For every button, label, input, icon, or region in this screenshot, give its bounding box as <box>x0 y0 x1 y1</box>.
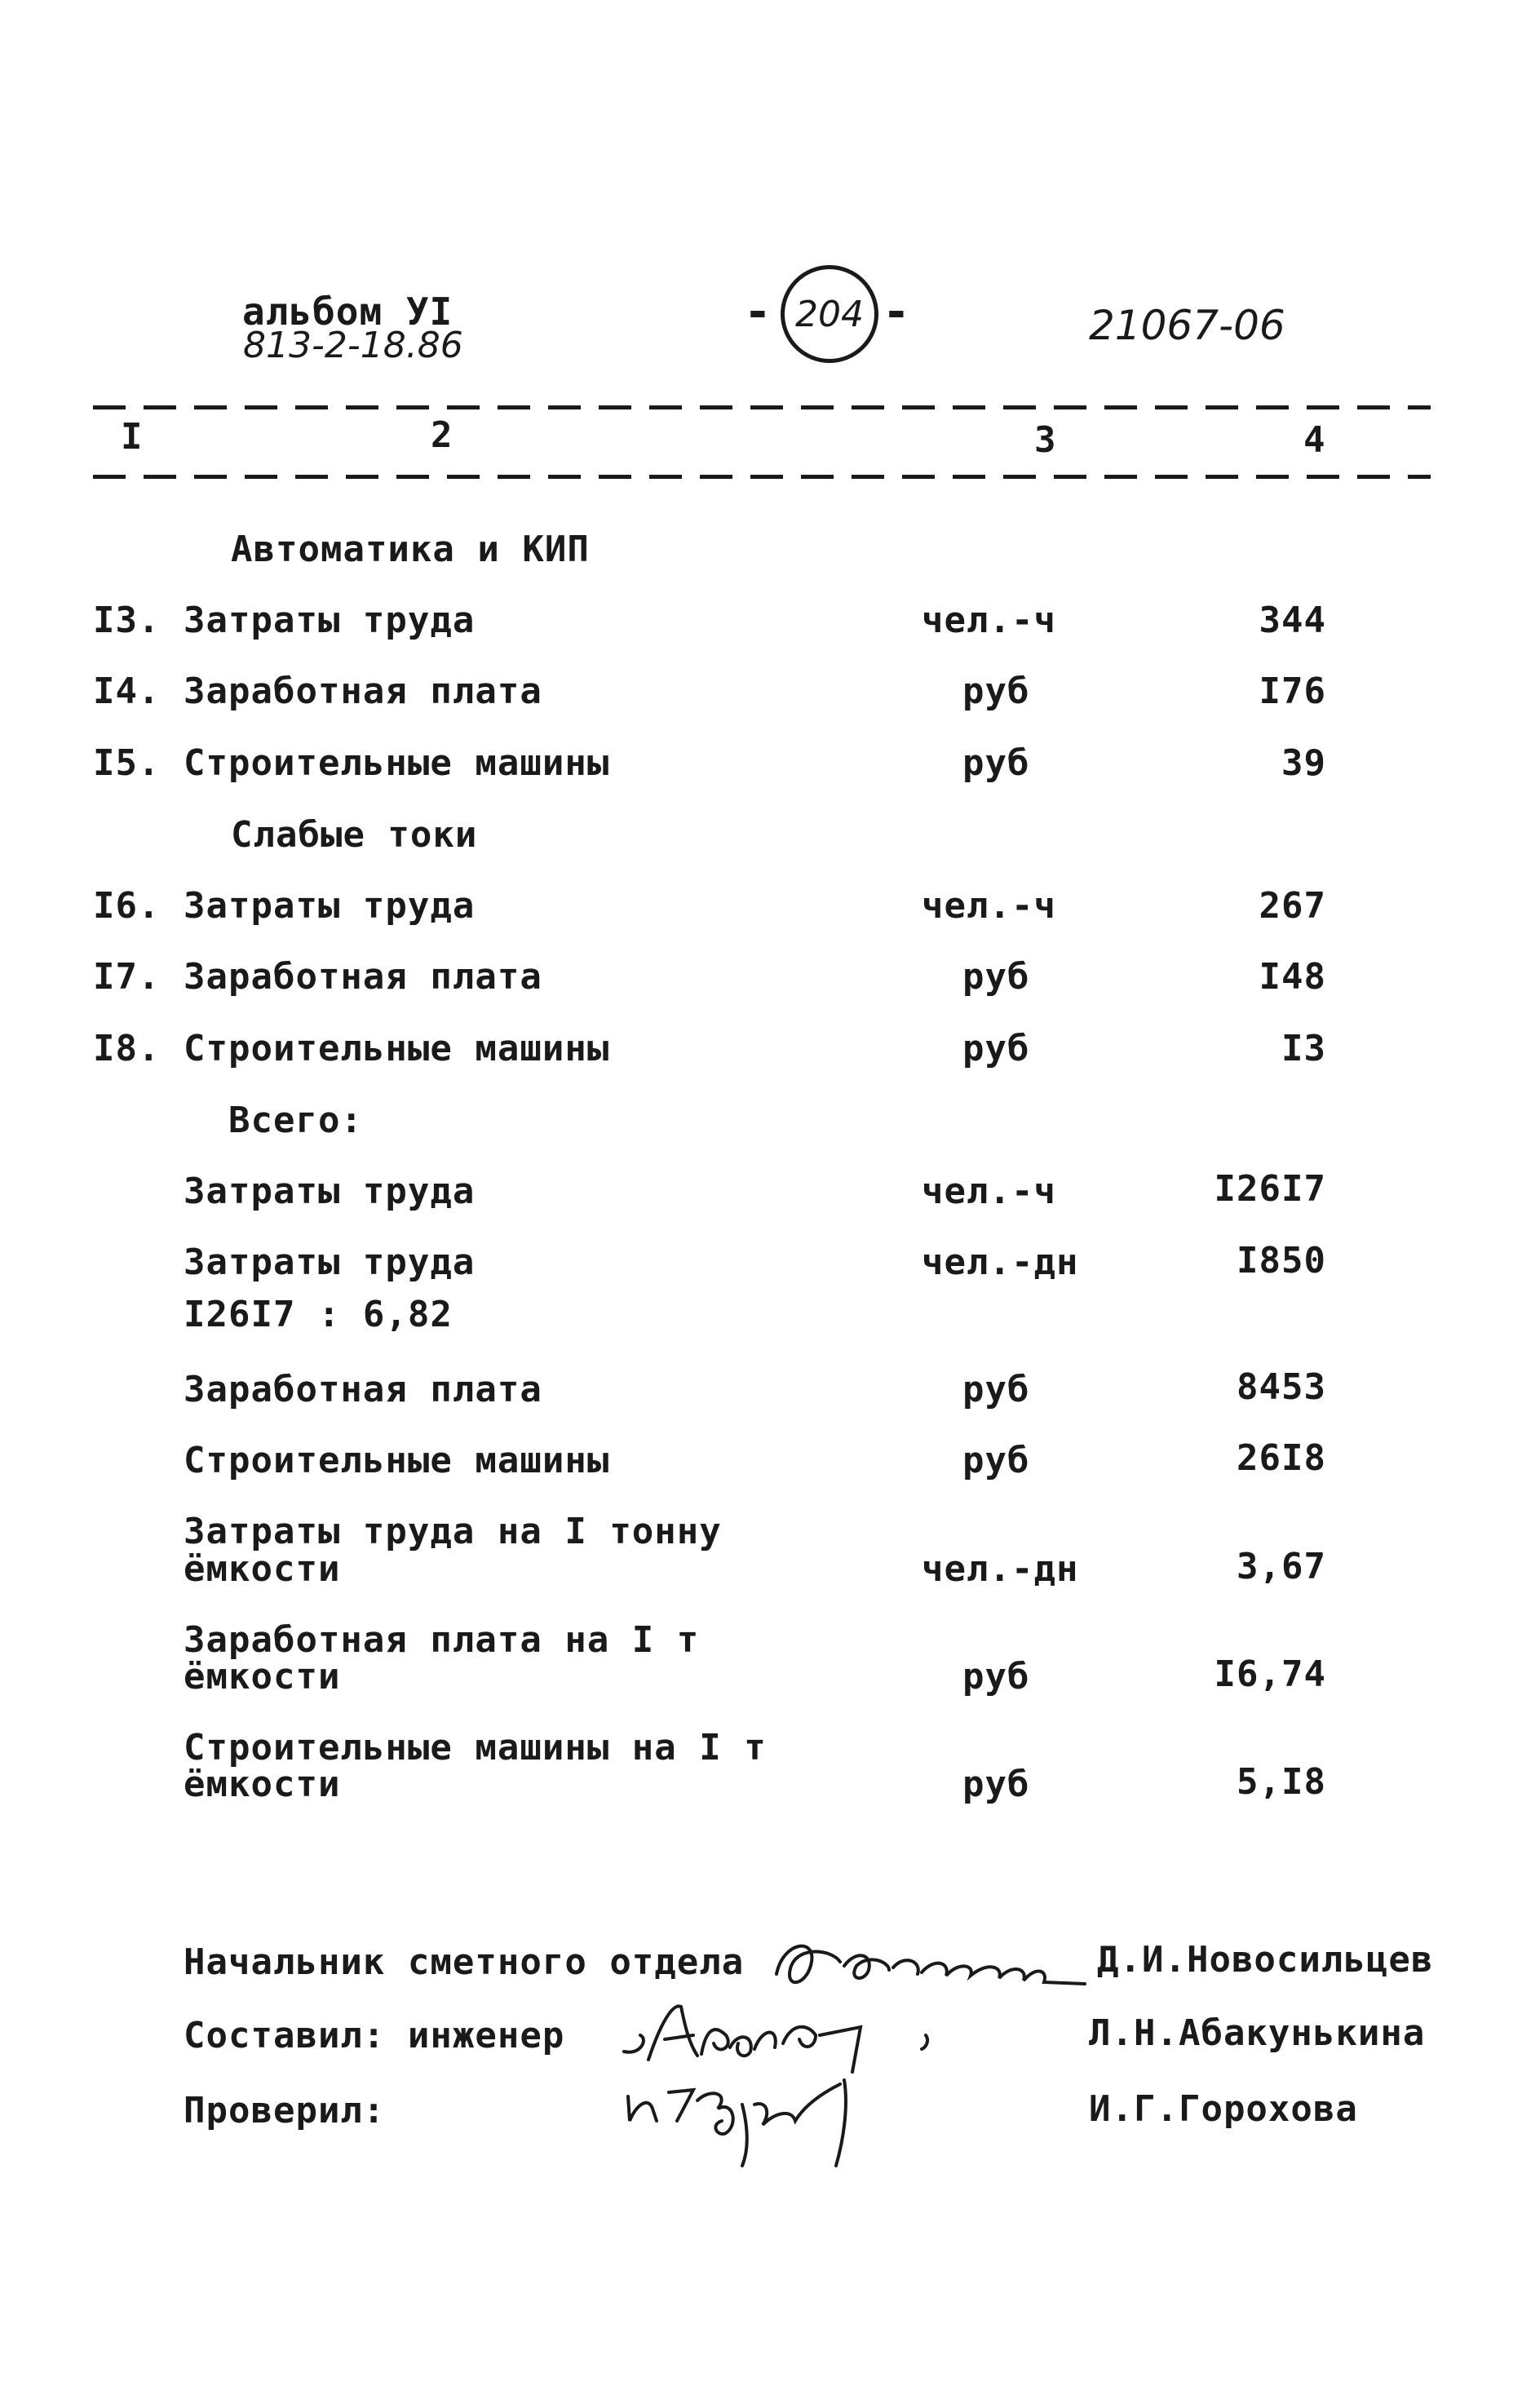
total-name-continued: ёмкости <box>184 1764 341 1805</box>
total-value: I6,74 <box>1214 1653 1326 1695</box>
page-number: 204 <box>795 293 864 335</box>
total-unit: чел.-дн <box>922 1548 1079 1590</box>
row-unit: руб <box>962 742 1030 784</box>
signature-role: Проверил: <box>184 2090 386 2131</box>
row-value: 344 <box>1259 600 1326 641</box>
divider-top <box>93 405 1431 409</box>
signatory-name: Л.Н.Абакунькина <box>1089 2012 1426 2054</box>
page-number-dash-right: - <box>883 286 911 339</box>
total-name: Заработная плата <box>184 1369 542 1410</box>
total-name: Строительные машины на I т <box>184 1727 767 1768</box>
total-name: Затраты труда <box>184 1171 476 1212</box>
signatory-name: Д.И.Новосильцев <box>1097 1939 1434 1981</box>
total-value: 8453 <box>1237 1366 1326 1408</box>
column-header-3: 3 <box>1034 419 1057 461</box>
section-title: Автоматика и КИП <box>231 529 590 570</box>
total-value: 3,67 <box>1237 1546 1326 1587</box>
total-unit: чел.-дн <box>922 1242 1079 1283</box>
row-number: I4. <box>93 671 161 712</box>
total-value: 5,I8 <box>1237 1761 1326 1803</box>
total-unit: руб <box>962 1440 1030 1481</box>
row-name: Затраты труда <box>184 600 476 641</box>
column-header-2: 2 <box>431 414 454 456</box>
total-value: I26I7 <box>1214 1168 1326 1210</box>
document-number: 21067-06 <box>1089 302 1285 349</box>
divider-bottom <box>93 475 1431 479</box>
row-unit: руб <box>962 1028 1030 1069</box>
row-number: I7. <box>93 956 161 998</box>
page-number-dash-left: - <box>744 286 772 339</box>
row-unit: чел.-ч <box>922 885 1056 927</box>
row-value: I48 <box>1259 956 1326 998</box>
row-name: Строительные машины <box>184 1028 610 1069</box>
signatory-name: И.Г.Горохова <box>1089 2088 1358 2130</box>
signature-role: Начальник сметного отдела <box>184 1941 745 1983</box>
total-name: Затраты труда <box>184 1242 476 1283</box>
row-unit: руб <box>962 956 1030 998</box>
row-unit: чел.-ч <box>922 600 1056 641</box>
total-name: Затраты труда на I тонну <box>184 1511 722 1552</box>
total-formula: I26I7 : 6,82 <box>184 1294 453 1335</box>
total-name-continued: ёмкости <box>184 1656 341 1698</box>
row-value: 39 <box>1281 742 1326 784</box>
album-label: альбом УI <box>242 290 454 334</box>
row-name: Заработная плата <box>184 956 542 998</box>
handwritten-signature-gorokhova <box>620 2056 914 2170</box>
total-unit: руб <box>962 1656 1030 1698</box>
row-value: I76 <box>1259 671 1326 712</box>
total-name: Заработная плата на I т <box>184 1619 700 1661</box>
row-number: I8. <box>93 1028 161 1069</box>
total-name: Строительные машины <box>184 1440 610 1481</box>
row-name: Затраты труда <box>184 885 476 927</box>
row-value: 267 <box>1259 885 1326 927</box>
page-number-circle <box>781 265 878 363</box>
total-unit: руб <box>962 1369 1030 1410</box>
row-name: Строительные машины <box>184 742 610 784</box>
signature-role: Составил: инженер <box>184 2015 565 2056</box>
column-header-1: I <box>121 416 144 458</box>
album-code: 813-2-18.86 <box>243 325 463 366</box>
column-header-4: 4 <box>1303 419 1326 461</box>
row-value: I3 <box>1281 1028 1326 1069</box>
row-number: I5. <box>93 742 161 784</box>
total-unit: руб <box>962 1764 1030 1805</box>
row-number: I3. <box>93 600 161 641</box>
section-title: Всего: <box>228 1100 363 1141</box>
total-unit: чел.-ч <box>922 1171 1056 1212</box>
total-value: I850 <box>1237 1240 1326 1281</box>
total-name-continued: ёмкости <box>184 1548 341 1590</box>
row-unit: руб <box>962 671 1030 712</box>
row-name: Заработная плата <box>184 671 542 712</box>
row-number: I6. <box>93 885 161 927</box>
section-title: Слабые токи <box>231 814 478 856</box>
total-value: 26I8 <box>1237 1437 1326 1479</box>
